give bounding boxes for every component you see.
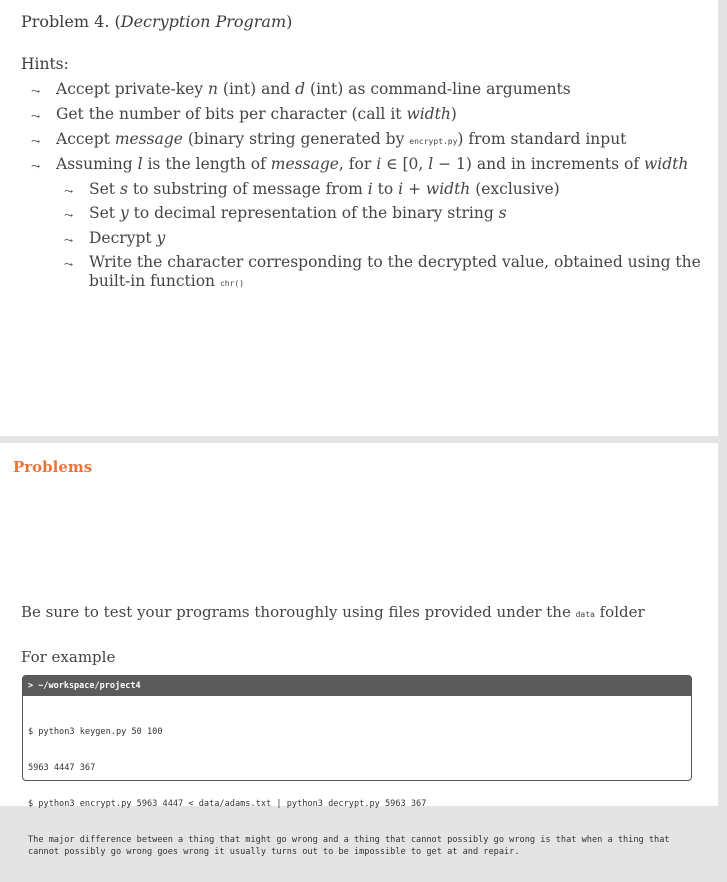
squiggle-arrow-icon: ⤳ [31,160,41,173]
squiggle-arrow-icon: ⤳ [64,185,74,198]
squiggle-arrow-icon: ⤳ [31,135,41,148]
slide-title: Problem 4. (Decryption Program) [21,12,293,31]
terminal-window [22,675,692,857]
terminal-line: $ python3 encrypt.py 5963 4447 < data/adams.txt | python3 decrypt.py 5963 367 [28,799,427,809]
example-label: For example [21,648,116,666]
hint-item: Accept private-key n (int) and d (int) as command-line arguments [56,80,571,98]
squiggle-arrow-icon: ⤳ [64,258,74,271]
hint-subitem: Set s to substring of message from i to i + width (exclusive) [89,180,560,198]
terminal-output [23,696,691,882]
terminal-line: The major difference between a thing that might go wrong and a thing that cannot possibly go wrong is that when a thing that cannot possibly go wrong goes wrong it usually turns out to be impossible to get at and repair. [28,835,675,857]
hint-subitem: Write the character corresponding to the decrypted value, obtained using the [89,253,701,271]
hints-heading: Hints: [21,55,69,73]
hint-subitem: Decrypt y [89,229,166,247]
testing-instruction: Be sure to test your programs thoroughly using files provided under the data folder [21,603,645,621]
hint-subitem: Set y to decimal representation of the binary string s [89,204,507,222]
slide-decryption-program [0,0,718,436]
squiggle-arrow-icon: ⤳ [64,209,74,222]
hint-item: Assuming l is the length of message, for i ∈ [0, l − 1) and in increments of width [56,155,689,173]
terminal-title-bar: > ~/workspace/project4 [23,676,691,696]
hint-item: Get the number of bits per character (call it width) [56,105,457,123]
slide-problems [0,443,718,857]
squiggle-arrow-icon: ⤳ [31,85,41,98]
hint-subitem-continued: built-in function chr() [89,272,245,290]
hint-item: Accept message (binary string generated by encrypt.py) from standard input [56,130,627,148]
terminal-line: 5963 4447 367 [28,763,96,773]
squiggle-arrow-icon: ⤳ [31,110,41,123]
section-title: Problems [13,458,93,476]
squiggle-arrow-icon: ⤳ [64,234,74,247]
terminal-line: $ python3 keygen.py 50 100 [28,727,163,737]
